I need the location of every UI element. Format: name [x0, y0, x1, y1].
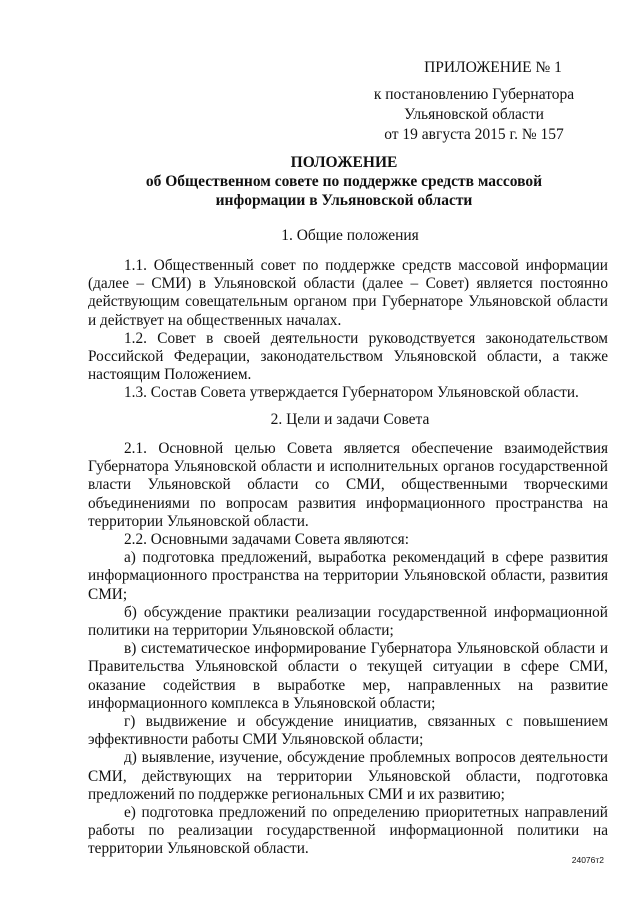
document-title: [0, 153, 640, 210]
document-header: [354, 58, 594, 145]
title-line-3: информации в Ульяновской области: [215, 192, 473, 209]
header-line-2: Ульяновской области: [404, 106, 544, 123]
section-2-body: [88, 440, 608, 859]
section-2-heading: 2. Цели и задачи Совета: [270, 411, 430, 428]
section-1-body: [88, 257, 608, 403]
title-line-2: об Общественном совете по поддержке средств массовой: [145, 173, 543, 190]
appendix-label: ПРИЛОЖЕНИЕ № 1: [424, 59, 562, 76]
document-code: 24076т2: [571, 855, 604, 865]
list-item-v: в) систематическое информирование Губернатора Ульяновской области и Правительства Ульяновской области о текущей ситуации в сфере СМИ, оказание содействия в выработке мер, направленных на развитие информационного комплекса в Ульяновской области;: [88, 640, 608, 712]
list-item-a: а) подготовка предложений, выработка рекомендаций в сфере развития информационного пространства на территории Ульяновской области, развития СМИ;: [88, 549, 608, 603]
list-item-e: е) подготовка предложений по определению приоритетных направлений работы по реализации государственной информационной политики на территории Ульяновской области.: [88, 804, 608, 858]
list-item-d: д) выявление, изучение, обсуждение проблемных вопросов деятельности СМИ, действующих на территории Ульяновской области, подготовка предложений по поддержке региональных СМИ и их развитию;: [88, 749, 608, 803]
header-line-3: от 19 августа 2015 г. № 157: [384, 126, 564, 143]
list-item-g: г) выдвижение и обсуждение инициатив, связанных с повышением эффективности работы СМИ Ульяновской области;: [88, 713, 608, 749]
list-item-b: б) обсуждение практики реализации государственной информационной политики на территории Ульяновской области;: [88, 603, 608, 640]
paragraph-2-2: 2.2. Основными задачами Совета являются:: [124, 531, 409, 549]
paragraph-1-3: 1.3. Состав Совета утверждается Губернатором Ульяновской области.: [124, 384, 579, 402]
header-line-1: к постановлению Губернатора: [373, 86, 575, 103]
paragraph-1-1: 1.1. Общественный совет по поддержке средств массовой информации (далее – СМИ) в Ульяновской области (далее – Совет) является постоянно действующим совещательным органом при Губернаторе Ульяновской области и действует на общественных началах.: [88, 257, 608, 329]
section-1-heading: 1. Общие положения: [281, 227, 419, 244]
title-line-1: ПОЛОЖЕНИЕ: [290, 154, 398, 171]
paragraph-1-2: 1.2. Совет в своей деятельности руководствуется законодательством Российской Федерации, законодательством Ульяновской области, а также настоящим Положением.: [88, 329, 608, 384]
paragraph-2-1: 2.1. Основной целью Совета является обеспечение взаимодействия Губернатора Ульяновской области и исполнительных органов государственной власти Ульяновской области со СМИ, общественными творческими объединениями по вопросам развития информационного пространства на территории Ульяновской области.: [88, 440, 608, 530]
